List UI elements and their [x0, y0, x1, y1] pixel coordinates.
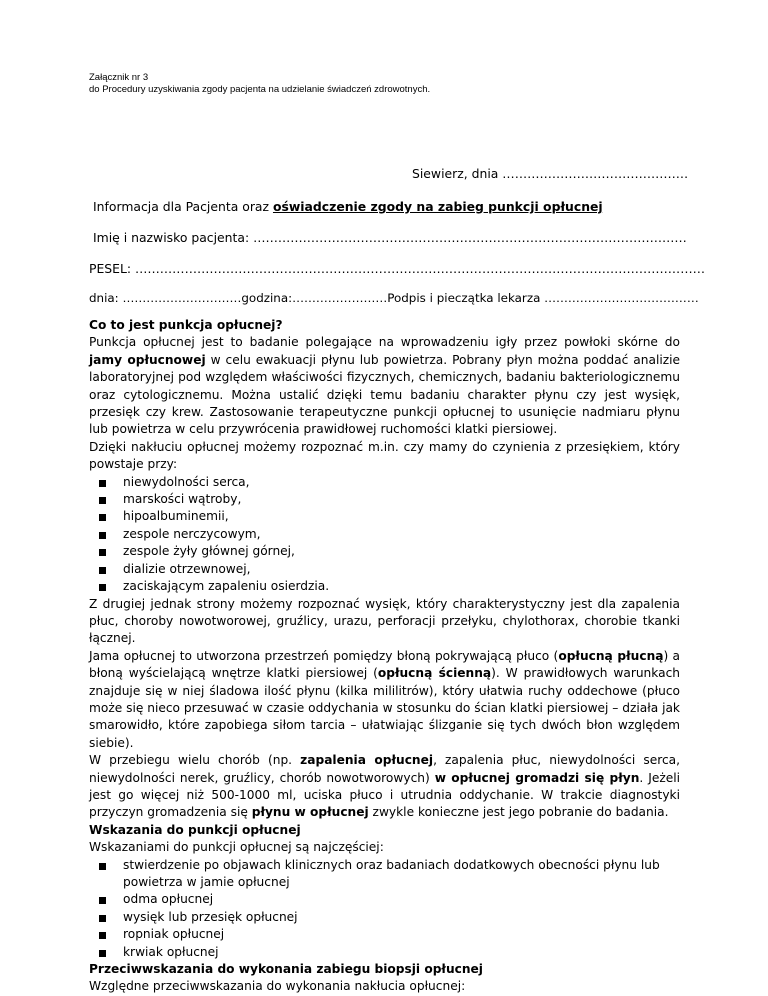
indications-intro: Wskazaniami do punkcji opłucnej są najczęściej:	[89, 840, 384, 855]
cavity-text-c: ) a błoną wyścielającą wnętrze klatki piersiowej (	[89, 648, 680, 681]
what-heading: Co to jest punkcja opłucnej?	[89, 318, 283, 332]
course-text-g: zwykle konieczne jest jego pobranie do badania.	[368, 805, 669, 820]
list-item	[89, 526, 680, 543]
list-item-text: wysięk lub przesięk opłucnej	[123, 909, 298, 924]
what-p1-bold: jamy opłucnowej	[89, 352, 206, 367]
pesel-line: PESEL: …………………………………………………………………………………………………………………………	[89, 261, 705, 276]
document-body	[89, 317, 680, 996]
date-signature-line: dnia: …………………………godzina:……………………Podpis i pieczątka lekarza …………………………………	[89, 291, 699, 305]
indications-heading: Wskazania do punkcji opłucnej	[89, 822, 301, 837]
list-item-text: krwiak opłucnej	[123, 944, 219, 959]
what-paragraph-1	[89, 334, 680, 438]
list-item	[89, 926, 680, 943]
bullet-square-icon	[99, 863, 106, 870]
exudate-paragraph: Z drugiej jednak strony możemy rozpoznać wysięk, który charakterystyczny jest dla zapalenia płuc, choroby nowotworowej, gruźlicy, urazu, perforacji przełyku, chylothorax, chorobie tkanki łącznej.	[89, 596, 680, 646]
course-paragraph	[89, 752, 680, 822]
place-date-line: Siewierz, dnia ………………………………………	[412, 166, 689, 181]
list-item-text: hipoalbuminemii,	[123, 509, 229, 524]
attachment-line-2: do Procedury uzyskiwania zgody pacjenta na udzielanie świadczeń zdrowotnych.	[89, 84, 431, 95]
list-item-text: stwierdzenie po objawach klinicznych oraz badaniach dodatkowych obecności płynu lub powietrza w jamie opłucnej	[123, 857, 660, 889]
what-p1-text-a: Punkcja opłucnej jest to badanie polegające na wprowadzeniu igły przez powłoki skórne do	[89, 335, 680, 350]
list-item	[89, 508, 680, 525]
list-item	[89, 543, 680, 560]
course-text-a: W przebiegu wielu chorób (np.	[89, 753, 301, 768]
contraindications-heading: Przeciwwskazania do wykonania zabiegu biopsji opłucnej	[89, 962, 483, 977]
course-bold-f: płynu w opłucnej	[251, 805, 369, 820]
list-item-text: odma opłucnej	[123, 892, 214, 907]
what-p1-text-c: w celu ewakuacji płynu lub powietrza. Pobrany płyn można poddać analizie laboratoryjnej pod względem właściwości fizycznych, chemicznych, badaniu bakteriologicznemu oraz cytologicznemu. Można ustalić dzięki temu badaniu charakter płynu czy jest wysięk, przesięk czy krew. Zastosowanie terapeutyczne punkcji opłucnej to usunięcie nadmiaru płynu lub powietrza w celu przywrócenia prawidłowej ruchomości klatki piersiowej.	[89, 352, 680, 437]
bullet-square-icon	[99, 915, 106, 922]
indications-list	[89, 857, 680, 961]
what-paragraph-2: Dzięki nakłuciu opłucnej możemy rozpoznać m.in. czy mamy do czynienia z przesiękiem, który powstaje przy:	[89, 439, 680, 472]
attachment-line-1: Załącznik nr 3	[89, 72, 149, 83]
bullet-square-icon	[99, 497, 106, 504]
list-item	[89, 578, 680, 595]
list-item-text: zaciskającym zapaleniu osierdzia.	[123, 579, 330, 594]
cavity-text-e: ). W prawidłowych warunkach znajduje się w niej śladowa ilość płynu (kilka mililitrów), który ułatwia ruchy oddechowe (płuco może się nieco przesuwać w czasie oddychania w stosunku do ścian klatki piersiowej – działa jak smarowidło, które zapobiega siłom tarcia – ułatwiając ślizganie się tych dwóch błon względem siebie).	[89, 666, 681, 750]
info-title	[93, 199, 603, 214]
bullet-square-icon	[99, 584, 106, 591]
course-bold-d: w opłucnej gromadzi się płyn	[434, 770, 640, 785]
bullet-square-icon	[99, 549, 106, 556]
bullet-square-icon	[99, 514, 106, 521]
list-item-text: zespole żyły głównej górnej,	[123, 544, 295, 559]
transudate-list	[89, 474, 680, 596]
list-item	[89, 944, 680, 961]
list-item-text: zespole nerczycowym,	[123, 526, 261, 541]
cavity-paragraph	[89, 648, 680, 752]
list-item	[89, 474, 680, 491]
list-item	[89, 891, 680, 908]
bullet-square-icon	[99, 532, 106, 539]
cavity-text-a: Jama opłucnej to utworzona przestrzeń pomiędzy błoną pokrywającą płuco (	[89, 648, 559, 663]
bullet-square-icon	[99, 480, 106, 487]
patient-name-line: Imię i nazwisko pacjenta: ……………………………………………………………………………………………	[93, 230, 687, 245]
list-item	[89, 909, 680, 926]
course-text-e: . Jeżeli jest go więcej niż 500-1000 ml, uciska płuco i utrudnia oddychanie. W trakcie diagnostyki przyczyn gromadzenia się	[89, 770, 680, 820]
cavity-bold-b: opłucną płucną	[558, 648, 664, 663]
info-title-prefix: Informacja dla Pacjenta oraz	[93, 199, 273, 214]
contraindications-intro: Względne przeciwwskazania do wykonania nakłucia opłucnej:	[89, 979, 466, 994]
attachment-note	[89, 72, 430, 96]
bullet-square-icon	[99, 932, 106, 939]
list-item	[89, 491, 680, 508]
bullet-square-icon	[99, 897, 106, 904]
course-text-c: , zapalenia płuc, niewydolności serca, niewydolności nerek, gruźlicy, chorób nowotworowych)	[89, 753, 680, 785]
bullet-square-icon	[99, 567, 106, 574]
info-title-underlined: oświadczenie zgody na zabieg punkcji opłucnej	[272, 199, 603, 214]
course-bold-b: zapalenia opłucnej	[300, 753, 434, 768]
list-item-text: marskości wątroby,	[123, 492, 242, 507]
list-item	[89, 857, 680, 892]
list-item-text: ropniak opłucnej	[123, 927, 225, 942]
cavity-bold-d: opłucną ścienną	[377, 666, 492, 681]
list-item	[89, 561, 680, 578]
bullet-square-icon	[99, 950, 106, 957]
list-item-text: niewydolności serca,	[123, 474, 250, 489]
list-item-text: dializie otrzewnowej,	[123, 561, 251, 576]
